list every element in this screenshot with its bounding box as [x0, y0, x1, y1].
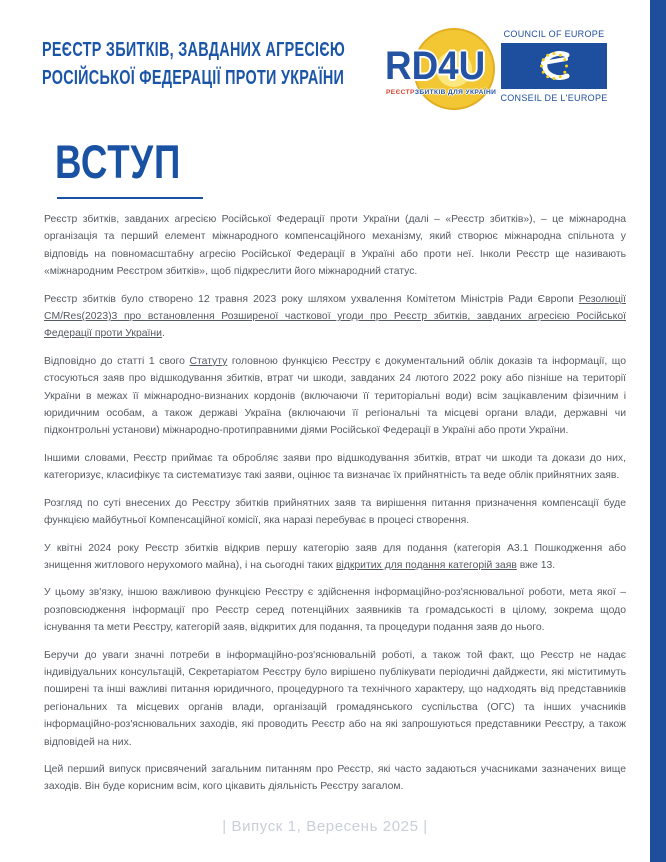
- coe-label-bottom: CONSEIL DE L'EUROPE: [500, 93, 608, 103]
- paragraph-9: Цей перший випуск присвячений загальним питанням про Реєстр, які часто задаються учасниками зазначених вище заходів. Він буде корисним всім, кого цікавить діяльність Реєстру загалом.: [44, 763, 626, 793]
- paragraph-4: Іншими словами, Реєстр приймає та обробляє заяви про відшкодування збитків, втрат чи шкоди та докази до них, категоризує, класифікує та систематизує такі заяви, оцінює та визначає їх прийнятність та веде облік прийнятних заяв.: [44, 452, 626, 482]
- paragraph-2: [44, 291, 626, 343]
- paragraph-8: Беручи до уваги значні потреби в інформаційно-роз'яснювальній роботі, а також той факт, що Реєстр не надає індивідуальних консультацій, Секретаріатом Реєстру було вирішено публікувати періодичні дайджести, які міститимуть поширені та інші важливі питання юридичного, процедурного та технічного характеру, що надходять від представників регіональних та місцевих органів влади, організацій громадянського суспільства (ОГС) та інших учасників інформаційно-роз'яснювальних заходів, які проводить Реєстр або на які запрошуються представники Реєстру, а також відповідей на них.: [44, 649, 626, 748]
- paragraph-3-end: головною функцією Реєстру є документальний облік доказів та інформації, що стосуються заяв про відшкодування збитків, втрат чи шкоди, завданих 24 лютого 2022 року або пізніше на території України в межах її міжнародно-визнаних кордонів (включаючи її територіальні води) всім зацікавленим фізичним і юридичним особам, а також державі Україна (включаючи її регіональні та місцеві органи влади, державні чи підконтрольні установи) міжнародно-протиправними діями Російської Федерації в Україні або проти України.: [44, 355, 627, 437]
- coe-emblem-box: [501, 43, 607, 89]
- council-of-europe-logo: [498, 27, 610, 105]
- paragraph-2-end: .: [161, 328, 165, 340]
- rd4u-tagline: [386, 89, 497, 96]
- section-heading: ВСТУП: [55, 135, 182, 188]
- paragraph-1: Реєстр збитків, завданих агресією Російської Федерації проти України (далі – «Реєстр збитків»), – це міжнародна організація та перший елемент міжнародного компенсаційного механізму, який створює міжнародна спільнота у відповідь на повномасштабну агресію Російської Федерації в Україні або проти неї. Інколи Реєстр ще називають «міжнародним Реєстром збитків», щоб підкреслити його міжнародний статус.: [44, 214, 626, 278]
- right-edge-bar: [650, 0, 666, 862]
- paragraph-2-text: Реєстр збитків було створено 12 травня 2023 року шляхом ухвалення Комітетом Міністрів Ради Європи: [44, 293, 579, 305]
- document-title-line1: РЕЄСТР ЗБИТКІВ, ЗАВДАНИХ АГРЕСІЄЮ: [42, 39, 346, 61]
- open-categories-link[interactable]: відкритих для подання категорій заяв: [335, 559, 517, 571]
- paragraph-5: Розгляд по суті внесених до Реєстру збитків прийнятних заяв та вирішення питання призначення компенсації буде функцією майбутньої Компенсаційної комісії, яка наразі перебуває в процесі створення.: [44, 497, 626, 527]
- coe-label-top: COUNCIL OF EUROPE: [503, 29, 605, 39]
- paragraph-6: [44, 540, 626, 575]
- document-title-line2: РОСІЙСЬКОЇ ФЕДЕРАЦІЇ ПРОТИ УКРАЇНИ: [42, 67, 345, 89]
- rd4u-wordmark: RD4U: [385, 44, 486, 88]
- section-heading-underline: [57, 197, 203, 199]
- footer-issue-label: | Випуск 1, Вересень 2025 |: [222, 818, 428, 835]
- resolution-link[interactable]: Резолюції CM/Res(2023)3 про встановлення Розширеної часткової угоди про Реєстр збитків, завданих агресією Російської Федерації проти України: [44, 293, 626, 340]
- statute-link[interactable]: Статуту: [189, 355, 228, 367]
- paragraph-6-end: вже 13.: [516, 559, 556, 571]
- rd4u-tagline-rest: ЗБИТКІВ ДЛЯ УКРАЇНИ: [414, 89, 497, 96]
- rd4u-logo: [385, 26, 497, 112]
- paragraph-3-text: Відповідно до статті 1 свого: [44, 355, 190, 367]
- document-title: [42, 36, 345, 92]
- paragraph-3: [44, 353, 626, 440]
- coe-emblem-icon: [501, 43, 607, 89]
- paragraph-6-text: У квітні 2024 року Реєстр збитків відкрив першу категорію заяв для подання (категорія А3.1 Пошкодження або знищення житлового нерухомого майна), і на сьогодні таких: [44, 542, 626, 571]
- paragraph-7: У цьому зв'язку, іншою важливою функцією Реєстру є здійснення інформаційно-роз'яснювальної роботи, мета якої – розповсюдження інформації про Реєстр серед потенційних заявників та громадськості в цілому, зокрема щодо існування та мети Реєстру, категорій заяв, відкритих для подання, та процедури подання заяв до нього.: [44, 587, 626, 634]
- rd4u-tagline-accent: РЕЄСТР: [386, 89, 415, 96]
- body-text: [44, 211, 626, 806]
